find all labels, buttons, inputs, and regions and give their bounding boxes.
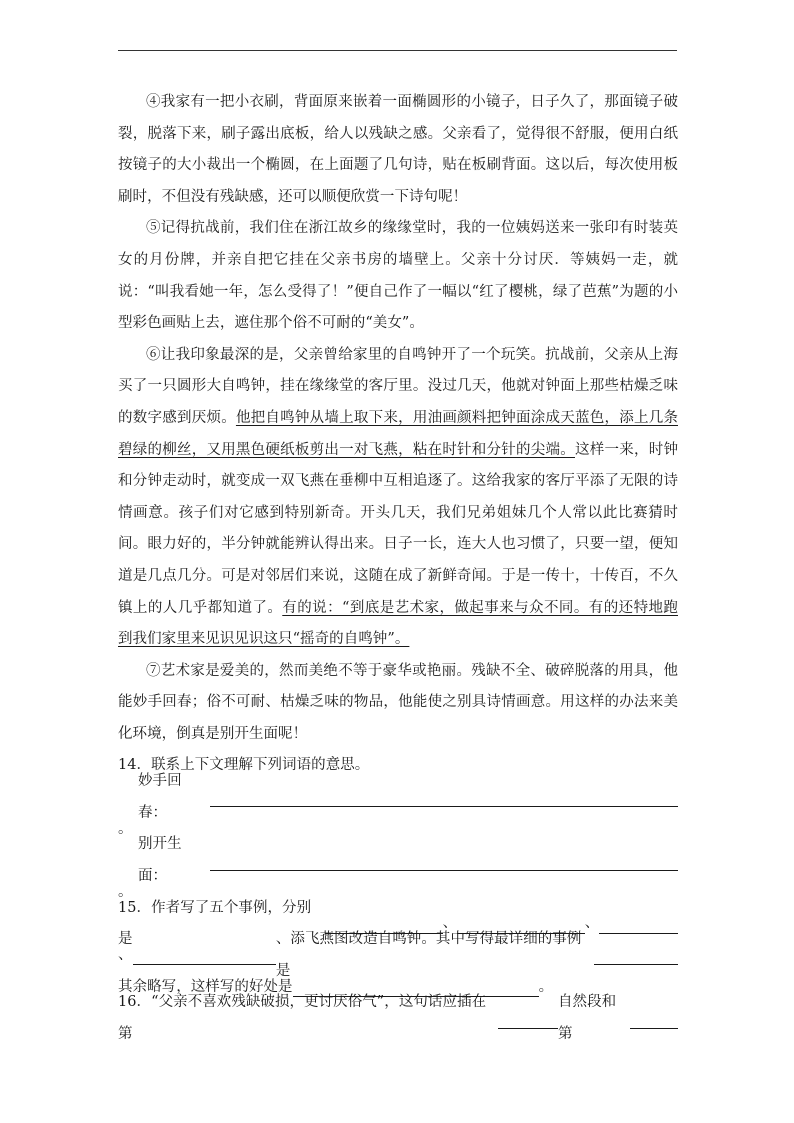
q16-text-b: 自然段和第 (558, 994, 617, 1043)
paragraph-5: ⑤记得抗战前，我们住在浙江故乡的缘缘堂时，我的一位姨妈送来一张印有时装英女的月份牌，并亲自把它挂在父亲书房的墙壁上。父亲十分讨厌．等姨妈一走，就说：“叫我看她一年，怎么受得了！”便自己作了一幅以“红了樱桃，绿了芭蕉”为题的小型彩色画贴上去，遮住那个俗不可耐的“美女”。 (118, 220, 678, 332)
q15-sep-1: 、 (442, 915, 458, 932)
q15-text-1: 15．作者写了五个事例，分别是 (118, 899, 312, 948)
q15-blank-4[interactable] (133, 946, 276, 965)
q15-blank-3[interactable] (599, 915, 678, 934)
header-rule (118, 50, 677, 51)
q14-item1-period: 。 (118, 820, 133, 837)
q15-line2-sep-1: 、 (118, 947, 133, 964)
question-16-line-1 (118, 994, 678, 1043)
q15-line2-text: 、添飞燕图改造自鸣钟。其中写得最详细的事例是 (275, 931, 582, 979)
paragraph-6-middle: 这样一来，时钟和分钟走动时，就变成一双飞燕在垂柳中互相追逐了。这给我家的客厅平添了无限的诗情画意。孩子们对它感到特别新奇。开头几天，我们兄弟姐妹几个人常以此比赛猜时间。眼力好的，半分钟就能辨认得出来。日子一长，连大人也习惯了，只要一望，便知道是几点几分。可是对邻居们来说，这随在成了新鲜奇闻。于是一传十，十传百，不久镇上的人几乎都知道了。 (118, 441, 678, 616)
question-14-item-2 (118, 836, 678, 885)
q15-blank-5[interactable] (594, 946, 678, 965)
q14-item2-label: 别开生面： (138, 836, 182, 885)
paragraph-6-underlined-2: 有的说：“到底是艺术家，做起事来与众不同。有的还特地跑到我们家里来见识见识这只“摇奇的自鸣钟”。 (118, 599, 678, 648)
q15-line3-text: 其余略写，这样写的好处是 (118, 978, 293, 995)
q16-text-a: 16．“父亲不喜欢残缺破损，更讨厌俗气”，这句话应插在第 (118, 994, 487, 1043)
document-body (118, 87, 678, 1043)
question-14-text: 14．联系上下文理解下列词语的意思。 (118, 757, 370, 774)
q14-item1-answer-blank[interactable] (210, 788, 678, 807)
q14-item2-answer-blank[interactable] (210, 852, 678, 871)
question-14-item-1 (118, 773, 678, 821)
q16-blank-2[interactable] (630, 1010, 678, 1029)
q14-item2-period: 。 (118, 883, 133, 900)
q15-sep-2: 、 (584, 915, 600, 932)
paragraph-4: ④我家有一把小衣刷，背面原来嵌着一面椭圆形的小镜子，日子久了，那面镜子破裂，脱落下来，刷子露出底板，给人以残缺之感。父亲看了，觉得很不舒服，便用白纸按镜子的大小裁出一个椭圆，在上面题了几句诗，贴在板刷背面。这以后，每次使用板刷时，不但没有残缺感，还可以顺便欣赏一下诗句呢！ (118, 94, 678, 205)
paragraph-6-underlined-1: 他把自鸣钟从墙上取下来，用油画颜料把钟面涂成天蓝色，添上几条碧绿的柳丝，又用黑色硬纸板剪出一对飞燕，粘在时针和分针的尖端。 (118, 409, 678, 458)
q14-item1-label: 妙手回春： (138, 773, 182, 821)
paragraph-6 (118, 340, 678, 656)
q15-line3-end: 。 (538, 978, 554, 995)
q16-blank-1[interactable] (498, 1010, 558, 1029)
paragraph-7: ⑦艺术家是爱美的，然而美绝不等于豪华或艳丽。残缺不全、破碎脱落的用具，他能妙手回春；俗不可耐、枯燥乏味的物品，他能使之别具诗情画意。用这样的办法来美化环境，倒真是别开生面呢！ (118, 662, 678, 742)
paragraph-6-intro: ⑥让我印象最深的是，父亲曾给家里的自鸣钟开了一个玩笑。抗战前，父亲从上海买了一只圆形大自鸣钟，挂在缘缘堂的客厅里。没过几天，他就对钟面上那些枯燥乏味的数字感到厌烦。 (118, 346, 678, 426)
